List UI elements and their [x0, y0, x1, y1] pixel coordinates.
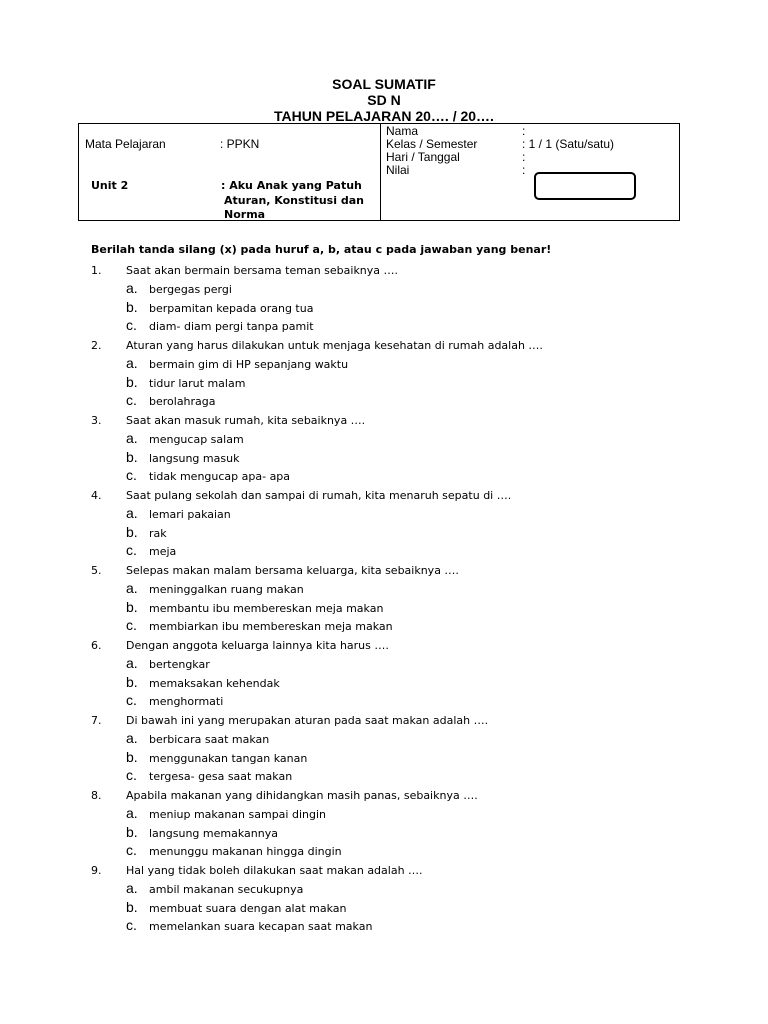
option-text: rak	[149, 526, 167, 540]
question-text: Di bawah ini yang merupakan aturan pada saat makan adalah ….	[126, 714, 489, 727]
option-letter[interactable]: a.	[126, 654, 138, 671]
option-letter[interactable]: c.	[126, 917, 137, 934]
option-text: membiarkan ibu membereskan meja makan	[149, 620, 393, 634]
question-number: 6.	[91, 639, 102, 652]
option-letter[interactable]: c.	[126, 542, 137, 559]
option-letter[interactable]: a.	[126, 504, 138, 521]
option-text: ambil makanan secukupnya	[149, 882, 304, 896]
option-text: tergesa- gesa saat makan	[149, 770, 293, 784]
option-text: bertengkar	[149, 657, 210, 671]
question-text: Apabila makanan yang dihidangkan masih panas, sebaiknya ….	[126, 789, 478, 802]
option-letter[interactable]: c.	[126, 842, 137, 859]
question-text: Saat akan masuk rumah, kita sebaiknya ….	[126, 414, 366, 427]
option-text: memelankan suara kecapan saat makan	[149, 920, 373, 934]
question-number: 2.	[91, 339, 102, 352]
option-text: diam- diam pergi tanpa pamit	[149, 320, 314, 334]
option-letter[interactable]: a.	[126, 729, 138, 746]
subject-value: : PPKN	[220, 137, 260, 151]
question-number: 1.	[91, 264, 102, 277]
option-letter[interactable]: c.	[126, 617, 137, 634]
option-letter[interactable]: b.	[126, 748, 138, 765]
unit-value-line-2: Aturan, Konstitusi dan	[224, 194, 364, 207]
day-label: Hari / Tanggal	[386, 150, 460, 164]
unit-value-line-1: : Aku Anak yang Patuh	[221, 179, 362, 192]
option-text: lemari pakaian	[149, 507, 231, 521]
day-colon: :	[522, 150, 526, 164]
option-letter[interactable]: c.	[126, 692, 137, 709]
option-text: bergegas pergi	[149, 282, 232, 296]
option-text: meninggalkan ruang makan	[149, 582, 304, 596]
question-number: 7.	[91, 714, 102, 727]
question-text: Saat pulang sekolah dan sampai di rumah, kita menaruh sepatu di ….	[126, 489, 512, 502]
class-label: Kelas / Semester	[386, 137, 478, 151]
option-letter[interactable]: a.	[126, 579, 138, 596]
option-letter[interactable]: c.	[126, 317, 137, 334]
option-text: meniup makanan sampai dingin	[149, 807, 326, 821]
question-text: Dengan anggota keluarga lainnya kita harus ….	[126, 639, 389, 652]
page-title-line-3: TAHUN PELAJARAN 20…. / 20….	[274, 108, 494, 124]
option-text: berolahraga	[149, 395, 216, 409]
option-text: memaksakan kehendak	[149, 676, 280, 690]
option-text: tidur larut malam	[149, 376, 246, 390]
name-label: Nama	[386, 124, 419, 138]
option-letter[interactable]: b.	[126, 898, 138, 915]
option-letter[interactable]: c.	[126, 392, 137, 409]
option-text: meja	[149, 545, 177, 559]
question-text: Hal yang tidak boleh dilakukan saat makan adalah ….	[126, 864, 423, 877]
option-text: mengucap salam	[149, 432, 244, 446]
option-text: membantu ibu membereskan meja makan	[149, 601, 384, 615]
option-text: langsung memakannya	[149, 826, 278, 840]
score-box[interactable]	[534, 172, 636, 200]
option-letter[interactable]: a.	[126, 429, 138, 446]
question-number: 4.	[91, 489, 102, 502]
option-text: menunggu makanan hingga dingin	[149, 845, 342, 859]
option-letter[interactable]: a.	[126, 879, 138, 896]
option-letter[interactable]: a.	[126, 804, 138, 821]
instruction: Berilah tanda silang (x) pada huruf a, b, atau c pada jawaban yang benar!	[91, 243, 552, 256]
question-text: Saat akan bermain bersama teman sebaiknya ….	[126, 264, 399, 277]
option-text: bermain gim di HP sepanjang waktu	[149, 357, 349, 371]
option-letter[interactable]: b.	[126, 448, 138, 465]
info-table	[78, 123, 680, 221]
option-text: menghormati	[149, 695, 224, 709]
option-letter[interactable]: b.	[126, 823, 138, 840]
option-letter[interactable]: c.	[126, 467, 137, 484]
question-text: Aturan yang harus dilakukan untuk menjaga kesehatan di rumah adalah ….	[126, 339, 543, 352]
option-letter[interactable]: b.	[126, 298, 138, 315]
name-colon: :	[522, 124, 526, 138]
question-number: 5.	[91, 564, 102, 577]
page-title-line-1: SOAL SUMATIF	[332, 76, 436, 92]
option-text: berpamitan kepada orang tua	[149, 301, 314, 315]
class-value: : 1 / 1 (Satu/satu)	[522, 137, 615, 151]
option-text: berbicara saat makan	[149, 732, 270, 746]
unit-label: Unit 2	[91, 179, 129, 192]
score-label: Nilai	[386, 163, 410, 177]
option-letter[interactable]: a.	[126, 354, 138, 371]
question-number: 8.	[91, 789, 102, 802]
option-text: langsung masuk	[149, 451, 240, 465]
option-letter[interactable]: b.	[126, 598, 138, 615]
option-text: membuat suara dengan alat makan	[149, 901, 347, 915]
option-text: tidak mengucap apa- apa	[149, 470, 291, 484]
option-letter[interactable]: b.	[126, 523, 138, 540]
option-text: menggunakan tangan kanan	[149, 751, 308, 765]
option-letter[interactable]: a.	[126, 279, 138, 296]
question-number: 9.	[91, 864, 102, 877]
option-letter[interactable]: b.	[126, 673, 138, 690]
score-colon: :	[522, 163, 526, 177]
subject-label: Mata Pelajaran	[85, 137, 166, 151]
table-divider	[380, 124, 381, 220]
option-letter[interactable]: b.	[126, 373, 138, 390]
question-text: Selepas makan malam bersama keluarga, kita sebaiknya ….	[126, 564, 459, 577]
unit-value-line-3: Norma	[224, 208, 266, 221]
question-number: 3.	[91, 414, 102, 427]
option-letter[interactable]: c.	[126, 767, 137, 784]
page-title-line-2: SD N	[367, 92, 401, 108]
